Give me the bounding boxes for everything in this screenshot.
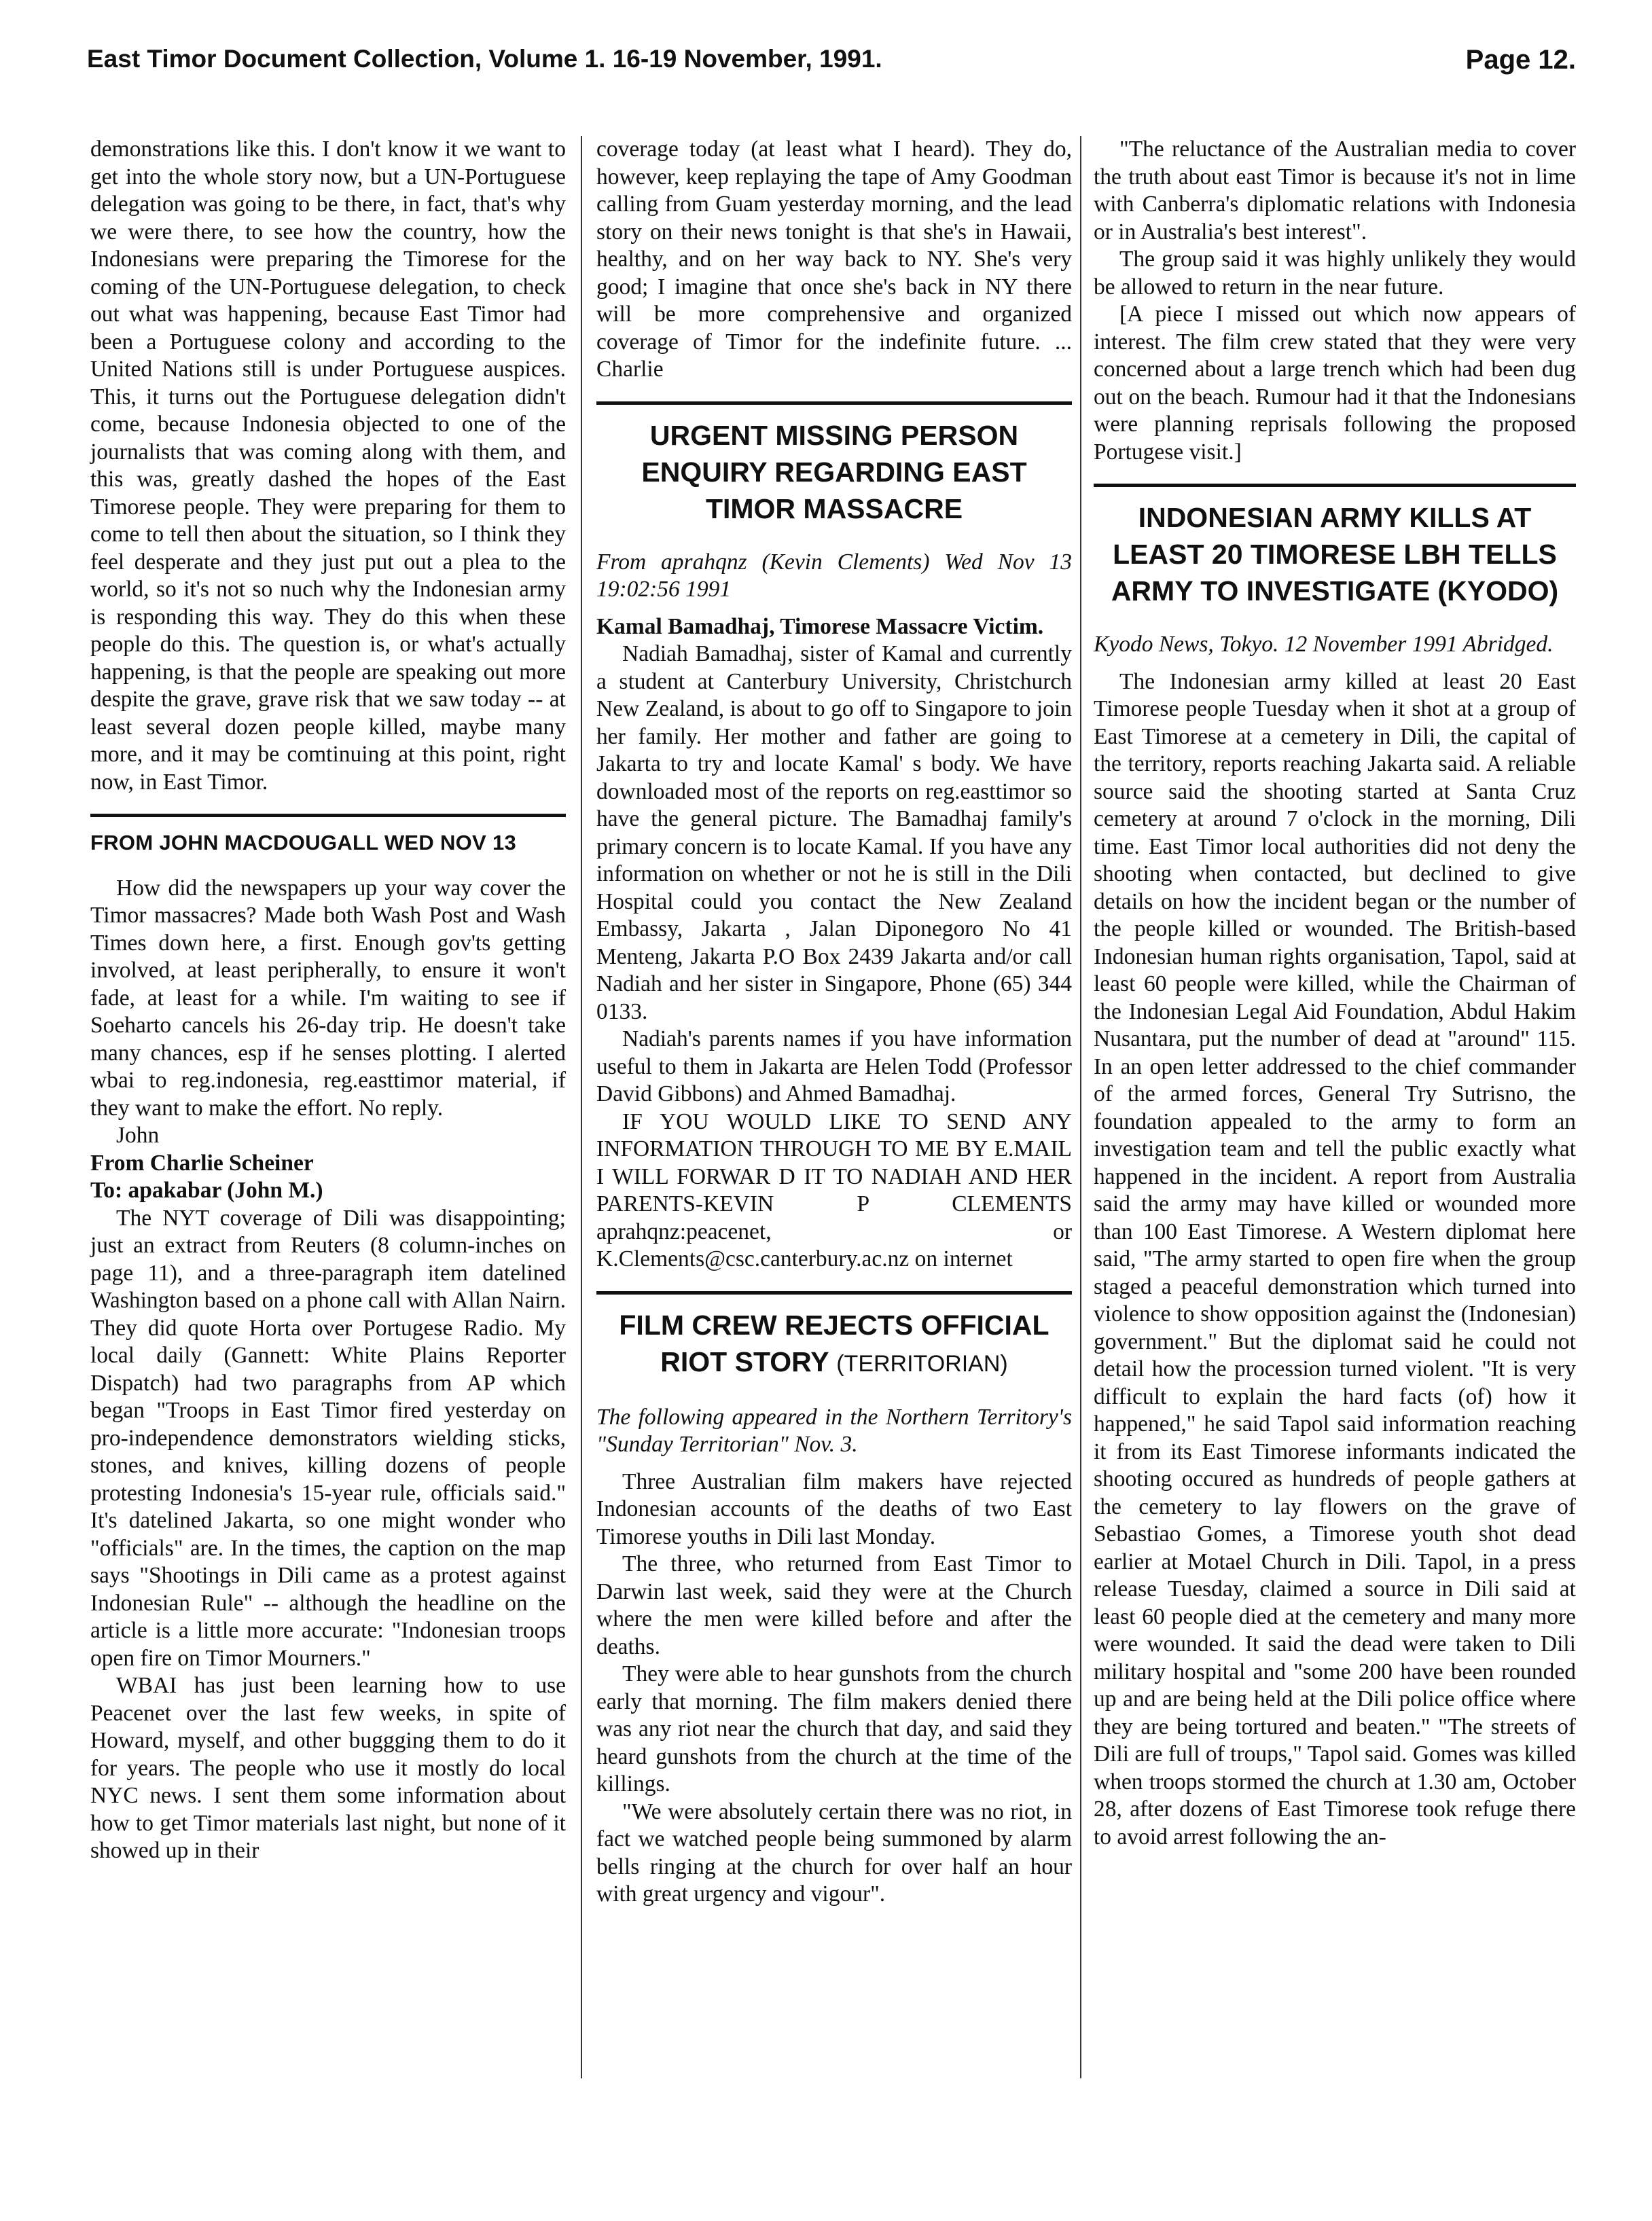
section-rule <box>90 814 566 817</box>
collection-title: East Timor Document Collection, Volume 1. 16-19 November, 1991. <box>87 45 882 73</box>
page-number: Page 12. <box>1465 45 1576 75</box>
paragraph: How did the newspapers up your way cover the Timor massacres? Made both Wash Post and Wash Times down here, a first. Enough gov'ts getting involved, at least peripherally, to ensure it won't fade, at least for a while. I'm waiting to see if Soeharto cancels his 26-day trip. He doesn't take many chances, esp if he senses plotting. I alerted wbai to reg.indonesia, reg.easttimor material, if they want to make the effort. No reply. <box>90 875 566 1121</box>
headline-text: FILM CREW REJECTS OFFICIAL RIOT STORY <box>619 1309 1049 1377</box>
paragraph: The Indonesian army killed at least 20 East Timorese people Tuesday when it shot at a group of East Timorese at a cemetery in Dili, the capital of the territory, reports reaching Jakarta said. A reliable source said the shooting started at Santa Cruz cemetery at around 7 o'clock in the morning, Dili time. East Timor local authorities did not deny the shooting when contacted, but declined to give details on how the incident began or the number of the people killed or wounded. The British-based Indonesian human rights organisation, Tapol, said at least 60 people were killed, while the Chairman of the Indonesian Legal Aid Foundation, Abdul Hakim Nusantara, put the number of dead at "around" 115. In an open letter addressed to the chief commander of the armed forces, General Try Sutrisno, the foundation appealed to the army to form an investigation team and tell the public exactly what happened in the incident. A report from Australia said the army may have killed or wounded more than 100 East Timorese. A Western diplomat here said, "The army started to open fire when the group staged a peaceful demonstration which turned into violence to show opposition against the (Indonesian) government." But the diplomat said he could not detail how the procession turned violent. "It is very difficult to explain the hard facts (of) how it happened," he said Tapol said information reaching it from its East Timorese informants indicated the shooting occured as hundreds of people gathers at the cemetery to lay flowers on the grave of Sebastiao Gomes, a Timorese youth shot dead earlier at Motael Church in Dili. Tapol, in a press release Tuesday, claimed a source in Dili said at least 60 people died at the cemetery and many more were wounded. It said the dead were taken to Dili military hospital and "some 200 have been rounded up and are being held at the Dili police office where they are being tortured and beaten." "The streets of Dili are full of troups," Tapol said. Gomes was killed when troops stormed the church at 1.30 am, October 28, after dozens of East Timorese took refuge there to avoid arrest following the an- <box>1094 668 1576 1849</box>
paragraph: The NYT coverage of Dili was disappointing; just an extract from Reuters (8 column-inches on page 11), and a three-paragraph item datelined Washington based on a phone call with Allan Nairn. They did quote Horta over Portugese Radio. My local daily (Gannett: White Plains Reporter Dispatch) had two paragraphs from AP which began "Troops in East Timor fired yesterday on pro-independence demonstrators wielding sticks, stones, and knives, killing dozens of people protesting Indonesia's 15-year rule, officials said." It's datelined Jakarta, so one might wonder who "officials" are. In the times, the caption on the map says "Shootings in Dili came as a protest against Indonesian Rule" -- although the headline on the article is a little more accurate: "Indonesian troops open fire on Timor Mourners." <box>90 1205 566 1671</box>
paragraph: Three Australian film makers have rejected Indonesian accounts of the deaths of two East Timorese youths in Dili last Monday. <box>596 1468 1072 1549</box>
column-2 <box>596 136 1072 1909</box>
paragraph: "We were absolutely certain there was no riot, in fact we watched people being summoned by alarm bells ringing at the church for over half an hour with great urgency and vigour". <box>596 1799 1072 1907</box>
paragraph: IF YOU WOULD LIKE TO SEND ANY INFORMATION THROUGH TO ME BY E.MAIL I WILL FORWAR D IT TO NADIAH AND HER PARENTS-KEVIN P CLEMENTS aprahqnz:peacenet, or K.Clements@csc.canterbury.ac.nz on internet <box>596 1108 1072 1271</box>
section-rule <box>596 401 1072 405</box>
paragraph: WBAI has just been learning how to use Peacenet over the last few weeks, in spite of Howard, myself, and other buggging them to do it for years. The people who use it mostly do local NYC news. I sent them some information about how to get Timor materials last night, but none of it showed up in their <box>90 1673 566 1863</box>
column-divider <box>581 136 582 2078</box>
article-headline: INDONESIAN ARMY KILLS AT LEAST 20 TIMORESE LBH TELLS ARMY TO INVESTIGATE (KYODO) <box>1111 502 1559 607</box>
page-header <box>87 39 1576 87</box>
column-3 <box>1094 136 1576 1851</box>
section-rule <box>596 1291 1072 1295</box>
paragraph: Nadiah Bamadhaj, sister of Kamal and currently a student at Canterbury University, Christchurch New Zealand, is about to go off to Singapore to join her family. Her mother and father are going to Jakarta to try and locate Kamal' s body. We have downloaded most of the reports on reg.easttimor so have the general picture. The Bamadhaj family's primary concern is to locate Kamal. If you have any information on whether or not he is still in the Dili Hospital could you contact the New Zealand Embassy, Jakarta , Jalan Diponegoro No 41 Menteng, Jakarta P.O Box 2439 Jakarta and/or call Nadiah and her sister in Singapore, Phone (65) 344 0133. <box>596 641 1072 1024</box>
from-line: From Charlie Scheiner <box>90 1150 314 1176</box>
byline: The following appeared in the Northern Territory's "Sunday Territorian" Nov. 3. <box>596 1404 1072 1457</box>
section-rule <box>1094 484 1576 487</box>
column-divider <box>1080 136 1081 2078</box>
column-1 <box>90 136 566 1865</box>
byline: Kyodo News, Tokyo. 12 November 1991 Abridged. <box>1094 632 1554 657</box>
to-line: To: apakabar (John M.) <box>90 1178 323 1203</box>
paragraph: "The reluctance of the Australian media to cover the truth about east Timor is because it's not in lime with Canberra's diplomatic relations with Indonesia or in Australia's best interest". <box>1094 137 1576 245</box>
paragraph: The three, who returned from East Timor to Darwin last week, said they were at the Church where the men were killed before and after the deaths. <box>596 1551 1072 1659</box>
signature: John <box>116 1123 160 1148</box>
byline: From aprahqnz (Kevin Clements) Wed Nov 13 19:02:56 1991 <box>596 549 1072 602</box>
headline-source: (TERRITORIAN) <box>836 1350 1008 1377</box>
paragraph: [A piece I missed out which now appears of interest. The film crew stated that they were very concerned about a large trench which had been dug out on the beach. Rumour had it that the Indonesians were planning reprisals following the proposed Portugese visit.] <box>1094 302 1576 465</box>
paragraph: Nadiah's parents names if you have information useful to them in Jakarta are Helen Todd (Professor David Gibbons) and Ahmed Bamadhaj. <box>596 1026 1072 1106</box>
article-headline: URGENT MISSING PERSON ENQUIRY REGARDING EAST TIMOR MASSACRE <box>641 419 1027 524</box>
section-heading: FROM JOHN MACDOUGALL WED NOV 13 <box>90 831 517 854</box>
paragraph: They were able to hear gunshots from the church early that morning. The film makers denied there was any riot near the church that day, and said they heard gunshots from the church at the time of the killings. <box>596 1661 1072 1796</box>
paragraph: The group said it was highly unlikely they would be allowed to return in the near future. <box>1094 247 1576 300</box>
paragraph: demonstrations like this. I don't know it we want to get into the whole story now, but a UN-Portuguese delegation was going to be there, in fact, that's why we were there, to see how the country, how the Indonesians were preparing the Timorese for the coming of the UN-Portuguese delegation, to check out what was happening, because East Timor had been a Portuguese colony and according to the United Nations still is under Portuguese auspices. This, it turns out the Portuguese delegation didn't come, because Indonesia objected to one of the journalists that was coming along with them, and this was, greatly dashed the hopes of the East Timorese people. They were preparing for them to come to tell then about the situation, so I think they feel desperate and they just put out a plea to the world, so it's not so nuch why the Indonesian army is responding this way. They do this when these people do this. The question is, or what's actually happening, is that the people are speaking out more despite the grave, grave risk that we saw today -- at least several dozen people killed, maybe many more, and it may be comtinuing at this point, right now, in East Timor. <box>90 137 566 795</box>
subheading: Kamal Bamadhaj, Timorese Massacre Victim. <box>596 613 1044 639</box>
paragraph: coverage today (at least what I heard). They do, however, keep replaying the tape of Amy Goodman calling from Guam yesterday morning, and the lead story on their news tonight is that she's in Hawaii, healthy, and on her way back to NY. She's very good; I imagine that once she's back in NY there will be more comprehensive and organized coverage of Timor for the indefinite future. ... Charlie <box>596 137 1072 382</box>
article-headline <box>596 1307 1072 1382</box>
